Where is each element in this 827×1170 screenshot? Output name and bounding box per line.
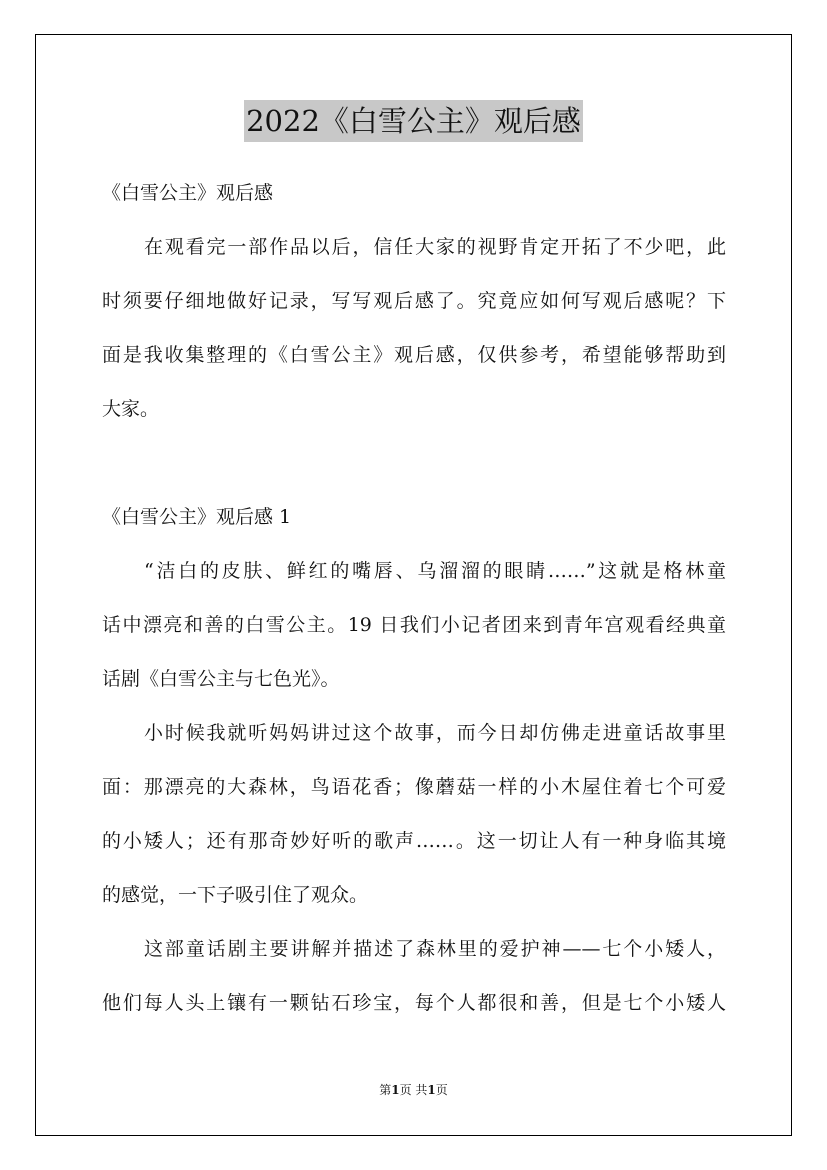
text-line: 《白雪公主》观后感 1 xyxy=(102,506,292,528)
text-line: 的小矮人；还有那奇妙好听的歌声……。这一切让人有一种身临其境 xyxy=(102,830,726,852)
text-line: “洁白的皮肤、鲜红的嘴唇、乌溜溜的眼睛……”这就是格林童 xyxy=(144,560,726,582)
text-line: 他们每人头上镶有一颗钻石珍宝，每个人都很和善，但是七个小矮人 xyxy=(102,992,726,1014)
text-line: 的感觉，一下子吸引住了观众。 xyxy=(102,884,369,906)
text-line: 在观看完一部作品以后，信任大家的视野肯定开拓了不少吧，此 xyxy=(144,236,726,258)
document-body xyxy=(102,166,726,1030)
text-line: 话剧《白雪公主与七色光》。 xyxy=(102,668,340,690)
page-footer xyxy=(0,1080,827,1100)
text-line: 面是我收集整理的《白雪公主》观后感，仅供参考，希望能够帮助到 xyxy=(102,344,726,366)
text-line: 《白雪公主》观后感 xyxy=(102,182,274,204)
footer-prefix: 第 xyxy=(379,1083,392,1097)
text-line: 大家。 xyxy=(102,398,160,420)
text-line: 时须要仔细地做好记录，写写观后感了。究竟应如何写观后感呢？下 xyxy=(102,290,726,312)
text-line: 面：那漂亮的大森林，鸟语花香；像蘑菇一样的小木屋住着七个可爱 xyxy=(102,776,726,798)
text-line: 这部童话剧主要讲解并描述了森林里的爱护神——七个小矮人， xyxy=(144,938,726,960)
footer-page-number: 1 xyxy=(391,1083,400,1097)
text-line: 小时候我就听妈妈讲过这个故事，而今日却仿佛走进童话故事里 xyxy=(144,722,726,744)
footer-middle: 页 共 xyxy=(399,1083,428,1097)
blank-line xyxy=(102,436,726,490)
text-line: 话中漂亮和善的白雪公主。19 日我们小记者团来到青年宫观看经典童 xyxy=(102,614,726,636)
footer-suffix: 页 xyxy=(435,1083,448,1097)
footer-total-pages: 1 xyxy=(427,1083,436,1097)
title-container xyxy=(0,100,827,142)
document-title: 2022《白雪公主》观后感 xyxy=(244,100,583,142)
